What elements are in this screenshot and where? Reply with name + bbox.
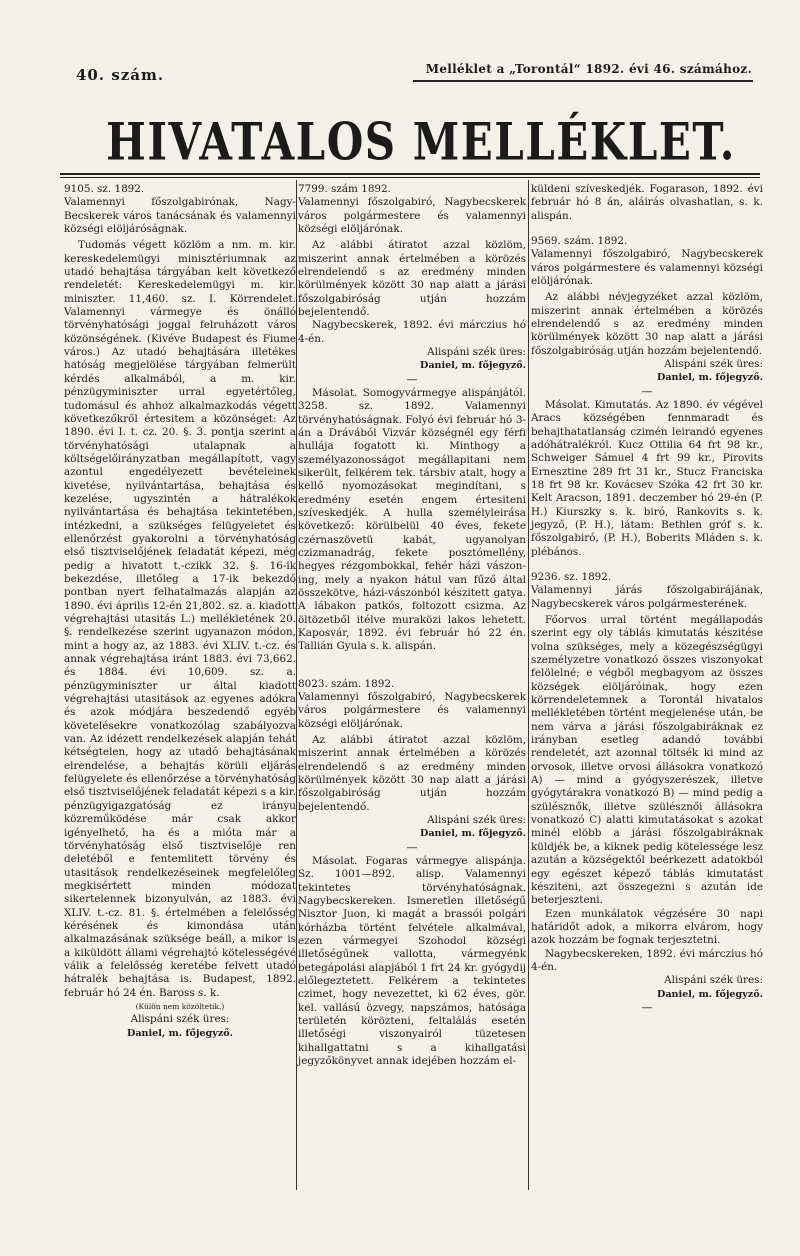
column-3 (531, 183, 763, 1015)
signature-name: Daniel, m. főjegyző. (420, 360, 526, 372)
notice-body: Az alábbi névjegyzéket azzal közlöm, miszerint annak értelmében a körözés elrendelendő s az eredmény minden körülmények között 30 nap alatt a járási főszolgabiróság utján hozzám bejelentendő. (531, 291, 763, 357)
separator: — (641, 1000, 653, 1014)
notice-number: 8023. szám. 1892. (298, 677, 395, 690)
column-2 (298, 183, 526, 1068)
signature-title: Alispáni szék üres: (664, 974, 763, 987)
signature-title: Alispáni szék üres: (664, 358, 763, 371)
signature-title: Alispáni szék üres: (427, 346, 526, 359)
notice-body: Az alábbi átiratot azzal közlöm, miszerint annak értelmében a körözés elrendelendő s az eredmény minden körülmények között 30 nap alatt a járási főszolgabiróság utján hozzám bejelentendő. (298, 239, 526, 319)
signature-name: Daniel, m. főjegyző. (420, 828, 526, 840)
signature-name: Daniel, m. főjegyző. (657, 372, 763, 384)
masthead-rule-top (60, 173, 760, 175)
notice-address: Valamennyi főszolgabirónak, Nagy-Becskerek város tanácsának és valamennyi községi elöljáróságnak. (64, 196, 296, 236)
notice-address: Valamennyi főszolgabiró, Nagybecskerek város polgármestere és valamennyi községi elöljárónak. (298, 196, 526, 236)
signature-name: Daniel, m. főjegyző. (657, 988, 763, 1000)
copy-body: Másolat. Fogaras vármegye alispánja. Sz. 1001—892. alisp. Valamennyi tekintetes törvényhatóságnak. Nagybecskereken. Ismeretlen illetőségű Nisztor Juon, ki magát a brassói polgári kórházba történt felvétele alkalmával, ezen vármegyei Szohodol községi illetőségűnek vallotta, vármegyénk betegápolási alapjából 1 frt 24 kr. gyógydij előlegeztetett. Felkérem a tekintetes czimet, hogy nevezettet, ki 62 éves, gör. kel. vallású özvegy, napszámos, hatósága területén körözteni, feltalálás esetén illetőségi viszonyairól tüzetesen kihallgattatni s a kihallgatási jegyzőkönyvet annak idejében hozzám el- (298, 854, 526, 1067)
column-divider-2 (528, 180, 529, 1190)
notice-note: (Külön nem közöltetik.) (135, 1001, 225, 1011)
copy-body-continued: küldeni szíveskedjék. Fogarason, 1892. évi február hó 8 án, aláirás olvashatlan, s. k. alispán. (531, 183, 763, 222)
separator: — (406, 372, 418, 386)
notice-number: 9569. szám. 1892. (531, 235, 628, 248)
notice-body: Az alábbi átiratot azzal közlöm, miszerint annak értelmében a körözés elrendelendő s az eredmény minden körülmények között 30 nap alatt a járási főszolgabiróság utján hozzám bejelentendő. (298, 734, 526, 813)
notice-number: 9105. sz. 1892. (64, 183, 145, 195)
signature-title: Alispáni szék üres: (427, 814, 526, 827)
column-1 (64, 183, 296, 1040)
signature-title: Alispáni szék üres: (130, 1013, 230, 1026)
separator: — (641, 384, 653, 398)
notice-number: 7799. szám 1892. (298, 183, 391, 195)
column-divider-1 (296, 180, 297, 1190)
notice-body: Tudomás végett közlöm a nm. m. kir. kereskedelemügyi minisztériumnak az utadó behajtása tárgyában kelt következő rendeletét: Kereskedelemügyi m. kir. miniszter. 11,460. sz. I. Körrendelet. Valamennyi vármegye és önálló törvényhatósági joggal felruházott város közönségének. (Kivéve Budapest és Fiume város.) Az utadó behajtására illetékes hatóság megjelölése tárgyában felmerült kérdés alkalmából, a m. kir. pénzügyminiszter urral egyetértőleg, tudomásul és ahhoz alkalmazkodás végett következőkről értesitem a közönséget: Az 1890. évi I. t. cz. 20. §. 3. pontja szerint a törvényhatósági utalapnak a költségelőirányzatban megállapított, vagy azontul engedélyezett bevételeinek kivetése, nyilvántartása, behajtása és kezelése, ugyszintén a hátralékok nyilvántartása és behajtása tekintetében, intézkedni, a szükséges felügyeletet és ellenőrzést gyakorolni a törvényhatóság első tisztviselőjének feladatát képezi, még pedig a hivatott t.-czikk 32. §. 16-ik bekezdése, illetőleg a 17-ik bekezdő pontban nyert felhatalmazás alapján az 1890. évi április 12-én 21,802. sz. a. kiadott végrehajtási utasitás L.) mellékletének 20. §. rendelkezése szerint ugyanazon módon, mint a hogy az, az 1883. évi XLIV. t.-cz. és annak végrehajtása iránt 1883. évi 73,662. és 1884. évi 10,609. sz. a. pénzügyminiszter ur által kiadott végrehajtási utasitások az egyenes adókra és azok módjára beszedendő egyéb követelésekre vonatkozólag szabályozva van. Az idézett rendelkezések alapján tehát kétségtelen, hogy az utadó behajtásának elrendelése, a behajtás körüli eljárás felügyelete és ellenőrzése a törvényhatóság első tisztviselőjének feladatát képezi s a kir. pénzügyigazgatóság ez irányu közreműködése már csak akkor igényelhető, ha és a mióta már a törvényhatóság első tisztviselője ren deletéből e fentemlitett törvény és utasitások rendelkezéseinek megfelelőleg megkisértett minden módozat sikertelennek bizonyulván, az 1883. évi XLIV. t.-cz. 81. §. értelmében a felelősség kérésének és kimondása után alkalmazásának szüksége beáll, a mikor is a kiküldött állami végrehajtó kötelességévé válik a felelősség keretébe felvett utadó hátralék behajtása is. Budapest, 1892. február hó 24 én. Baross s. k. (64, 239, 296, 999)
masthead-rule-bottom (60, 177, 760, 178)
notice-address: Valamennyi járás főszolgabirájának, Nagybecskerek város polgármesterének. (531, 584, 763, 610)
header-rule (413, 80, 753, 82)
supplement-line: Melléklet a „Torontál“ 1892. évi 46. számához. (425, 62, 752, 76)
signature-name: Daniel, m. főjegyző. (127, 1027, 233, 1039)
copy-body: Másolat. Somogyvármegye alispánjától. 3258. sz. 1892. Valamennyi törvényhatóságnak. Folyó évi február hó 3-án a Drávából Vizvár községnél egy férfi hullája fogatott ki. Minthogy a személyazonosságot megállapitani nem sikerült, felkérem tek. társbiv atalt, hogy a kellő nyomozásokat megindítani, s eredmény esetén engem értesiteni szíveskedjék. A hulla személyleirása következő: körülbelül 40 éves, fekete czérnaszövetü kabát, ugyanolyan czizmanadrág, fekete posztómellény, hegyes rézgombokkal, fehér házi vászon-ing, mely a nyakon hátul van fűző által összekötve, házi-vászonból készitett gatya. A lábakon patkós, foltozott csizma. Az öltözetből itélve muraközi lakos lehetett. Kaposvár, 1892. évi február hó 22 én. Tallián Gyula s. k. alispán. (298, 386, 526, 653)
notice-date: Nagybecskerek, 1892. évi márczius hó 4-én. (298, 319, 526, 345)
notice-number: 9236. sz. 1892. (531, 570, 612, 583)
notice-address: Valamennyi főszolgabiró, Nagybecskerek város polgármestere és valamennyi községi elöljárónak. (298, 691, 526, 730)
copy-body: Másolat. Kimutatás. Az 1890. év végével Aracs községében fennmaradt és behajthatatlanság czimén leirandó egyenes adóhátralékról. Kucz Ottilia 64 frt 98 kr., Schweiger Sámuel 4 frt 99 kr., Pirovits Ernesztine 289 frt 31 kr., Stucz Franciska 18 frt 98 kr. Kovácsev Szóka 42 frt 30 kr. Kelt Aracson, 1891. deczember hó 29-én (P. H.) Kiurszky s. k. biró, Rankovits s. k. jegyző, (P. H.), látam: Bethlen gróf s. k. főszolgabiró, (P. H.), Boberits Mláden s. k. plébános. (531, 398, 763, 558)
notice-date: Nagybecskereken, 1892. évi márczius hó 4-én. (531, 947, 763, 973)
separator: — (406, 840, 418, 854)
notice-body: Főorvos urral történt megállapodás szerint egy oly táblás kimutatás készitése volna szükséges, mely a közegészségügyi személyzetre vonatkozó összes viszonyokat felölelné; e végből megbagyom az összes községek elöljáróinak, hogy ezen körrendeletemnek a Torontál hivatalos mellékletében történt megjelenése után, be nem várva a járási főszolgabiráknak ez irányban esetleg adandó további rendeletét, azt azonnal töltsék ki mind az orvosok, illetve orvosi állásokra vonatkozó A) — mind a gyógyszerészek, illetve gyógytárakra vonatkozó B) — mind pedig a szülésznők, illetve szülésznői állásokra vonatkozó C) alatti kimutatásokat s azokat minél elöbb a járási főszolgabiráknak küldjék be, a kiknek pedig kötelessége lesz azután a községektől beérkezett adatokból egy egészet képező táblás kimutatást késziteni, azt összegezni s azután ide beterjeszteni. (531, 613, 763, 907)
notice-address: Valamennyi főszolgabiró, Nagybecskerek város polgármestere és valamennyi községi elöljárónak. (531, 248, 763, 288)
masthead-title: HIVATALOS MELLÉKLET. (106, 112, 736, 172)
notice-body-2: Ezen munkálatok végzésére 30 napi határidőt adok, a mikorra elvárom, hogy azok hozzám be fognak terjesztetni. (531, 907, 763, 947)
issue-number: 40. szám. (76, 66, 165, 84)
